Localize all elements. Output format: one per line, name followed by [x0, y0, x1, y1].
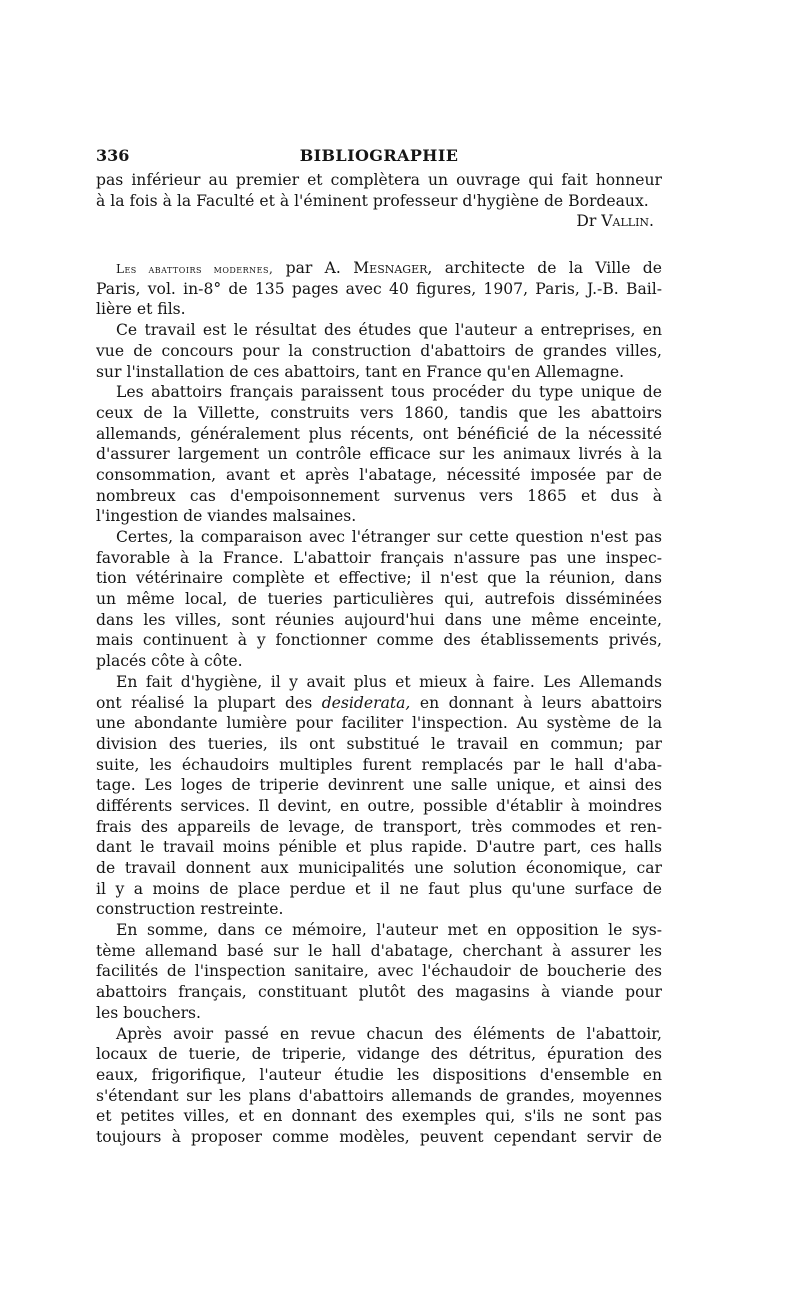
- text-line: division des tueries, ils ont substitué le travail en commun; par: [96, 734, 662, 753]
- text-line: suite, les échaudoirs multiples furent remplacés par le hall d'aba-: [96, 755, 662, 774]
- review-title: Les abattoirs modernes,: [116, 262, 274, 277]
- italic-term: desiderata,: [321, 693, 411, 712]
- text-line: à la fois à la Faculté et à l'éminent professeur d'hygiène de Bordeaux.: [96, 191, 649, 210]
- signature-title: Dr: [576, 212, 597, 231]
- text-line: locaux de tuerie, de triperie, vidange des détritus, épuration des: [96, 1045, 662, 1064]
- text-line: construction restreinte.: [96, 900, 284, 919]
- page-number: 336: [96, 146, 130, 165]
- text-line: sur l'installation de ces abattoirs, tant en France qu'en Allemagne.: [96, 362, 625, 381]
- text-line: Certes, la comparaison avec l'étranger sur cette question n'est pas: [116, 528, 662, 546]
- text-line: les bouchers.: [96, 1003, 202, 1022]
- text-line: il y a moins de place perdue et il ne faut plus qu'une surface de: [96, 879, 662, 898]
- text-line: eaux, frigorifique, l'auteur étudie les dispositions d'ensemble en: [96, 1065, 662, 1084]
- text-line: En somme, dans ce mémoire, l'auteur met en opposition le sys-: [116, 921, 662, 940]
- paragraph: [96, 320, 662, 382]
- paragraph: [96, 672, 662, 920]
- text-line: Paris, vol. in-8° de 135 pages avec 40 figures, 1907, Paris, J.-B. Bail-: [96, 279, 662, 298]
- text-line: tème allemand basé sur le hall d'abatage, cherchant à assurer les: [96, 941, 662, 960]
- text-line: allemands, généralement plus récents, ont bénéficié de la nécessité: [96, 424, 662, 443]
- text-line: toujours à proposer comme modèles, peuvent cependant servir de: [96, 1127, 662, 1146]
- signature: [96, 211, 662, 232]
- running-title: BIBLIOGRAPHIE: [299, 146, 459, 165]
- text-line: ont réalisé la plupart des desiderata, en donnant à leurs abattoirs: [96, 693, 662, 712]
- text-line: nombreux cas d'empoisonnement survenus vers 1865 et dus à: [96, 486, 662, 505]
- text-line: d'assurer largement un contrôle efficace sur les animaux livrés à la: [96, 445, 662, 464]
- text-line: abattoirs français, constituant plutôt des magasins à viande pour: [96, 983, 662, 1002]
- text-line: différents services. Il devint, en outre, possible d'établir à moindres: [96, 796, 662, 815]
- text-line: s'étendant sur les plans d'abattoirs allemands de grandes, moyennes: [96, 1086, 662, 1105]
- review-author: Mesnager,: [353, 259, 433, 278]
- signature-name: Vallin.: [601, 212, 654, 231]
- paragraph: [96, 920, 662, 1023]
- review-citation: Les abattoirs modernes, par A. Mesnager, architecte de la Ville de: [116, 259, 662, 278]
- text-line: En fait d'hygiène, il y avait plus et mieux à faire. Les Allemands: [116, 672, 662, 691]
- text-line: l'ingestion de viandes malsaines.: [96, 507, 357, 526]
- text-line: mais continuent à y fonctionner comme des établissements privés,: [96, 631, 662, 650]
- text-line: placés côte à côte.: [96, 652, 243, 671]
- review-entry: [96, 258, 662, 1148]
- text-line: dant le travail moins pénible et plus rapide. D'autre part, ces halls: [96, 838, 662, 857]
- text-line: consommation, avant et après l'abatage, nécessité imposée par de: [96, 465, 662, 484]
- text-line: frais des appareils de levage, de transport, très commodes et ren-: [96, 817, 662, 836]
- text-line: dans les villes, sont réunies aujourd'hui dans une même enceinte,: [96, 610, 662, 629]
- text-line: une abondante lumière pour faciliter l'inspection. Au système de la: [96, 714, 662, 733]
- paragraph: [96, 527, 662, 672]
- text-line: Après avoir passé en revue chacun des éléments de l'abattoir,: [116, 1024, 662, 1043]
- text-line: et petites villes, et en donnant des exemples qui, s'ils ne sont pas: [96, 1107, 662, 1126]
- text-line: vue de concours pour la construction d'abattoirs de grandes villes,: [96, 341, 662, 360]
- text-line: Ce travail est le résultat des études que l'auteur a entreprises, en: [116, 321, 662, 340]
- text-line: un même local, de tueries particulières qui, autrefois disséminées: [96, 590, 662, 609]
- text-line: tion vétérinaire complète et effective; il n'est que la réunion, dans: [96, 569, 662, 588]
- text-line: facilités de l'inspection sanitaire, avec l'échaudoir de boucherie des: [96, 962, 662, 981]
- text-line: pas inférieur au premier et complètera un ouvrage qui fait honneur: [96, 171, 662, 189]
- paragraph: [96, 1024, 662, 1148]
- text-line: lière et fils.: [96, 300, 186, 319]
- paragraph: [96, 382, 662, 527]
- text-line: favorable à la France. L'abattoir français n'assure pas une inspec-: [96, 548, 662, 567]
- text-line: Les abattoirs français paraissent tous procéder du type unique de: [116, 383, 662, 402]
- book-page: [96, 140, 662, 1148]
- running-header: [96, 140, 662, 170]
- text-line: tage. Les loges de triperie devinrent une salle unique, et ainsi des: [96, 776, 662, 795]
- text-line: de travail donnent aux municipalités une solution économique, car: [96, 859, 662, 877]
- previous-review-end: [96, 170, 662, 232]
- text-line: ceux de la Villette, construits vers 1860, tandis que les abattoirs: [96, 403, 662, 422]
